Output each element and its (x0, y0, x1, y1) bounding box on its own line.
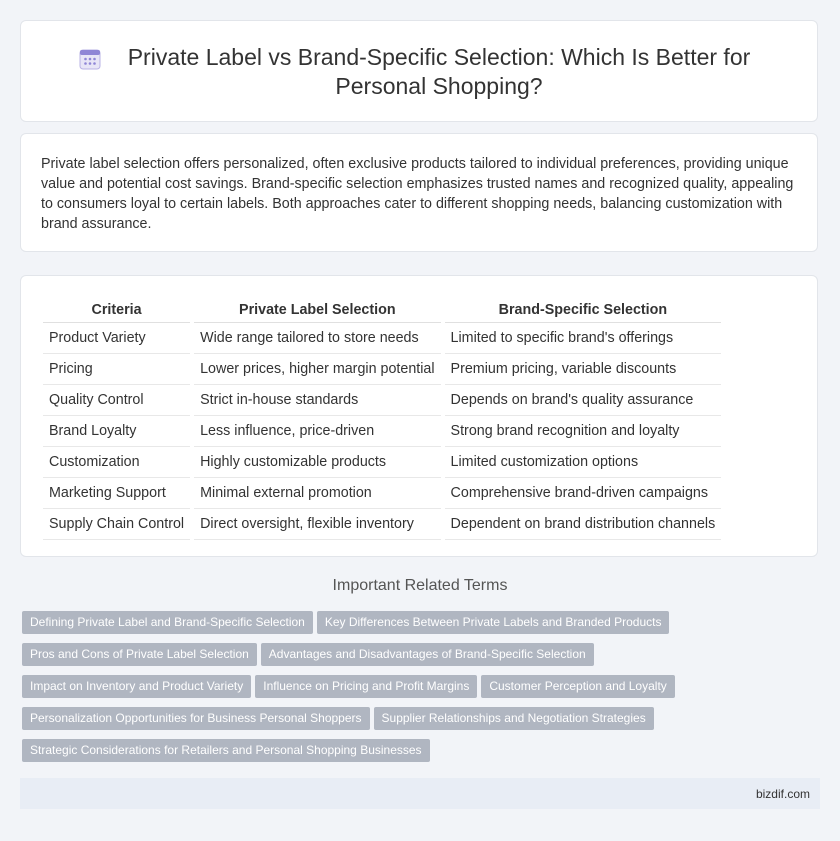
cell-brand-specific: Strong brand recognition and loyalty (445, 416, 722, 447)
cell-criteria: Quality Control (43, 385, 190, 416)
related-term-tag[interactable]: Customer Perception and Loyalty (481, 675, 674, 698)
cell-criteria: Marketing Support (43, 478, 190, 509)
table-row (43, 323, 721, 354)
cell-private-label: Strict in-house standards (194, 385, 440, 416)
related-term-tag[interactable]: Strategic Considerations for Retailers and Personal Shopping Businesses (22, 739, 430, 762)
comparison-card (20, 275, 818, 557)
column-header-private-label: Private Label Selection (194, 296, 440, 323)
cell-criteria: Brand Loyalty (43, 416, 190, 447)
table-row (43, 385, 721, 416)
table-row (43, 478, 721, 509)
page-title: Private Label vs Brand-Specific Selection: Which Is Better for Personal Shopping? (127, 44, 751, 99)
cell-private-label: Direct oversight, flexible inventory (194, 509, 440, 540)
table-row (43, 354, 721, 385)
related-term-tag[interactable]: Influence on Pricing and Profit Margins (255, 675, 477, 698)
related-term-tag[interactable]: Supplier Relationships and Negotiation Strategies (374, 707, 654, 730)
related-term-tag[interactable]: Impact on Inventory and Product Variety (22, 675, 251, 698)
cell-brand-specific: Comprehensive brand-driven campaigns (445, 478, 722, 509)
cell-private-label: Less influence, price-driven (194, 416, 440, 447)
cell-brand-specific: Premium pricing, variable discounts (445, 354, 722, 385)
footer-site: bizdif.com (755, 787, 810, 801)
related-term-tag[interactable]: Personalization Opportunities for Business Personal Shoppers (22, 707, 370, 730)
comparison-table (43, 296, 721, 540)
column-header-brand-specific: Brand-Specific Selection (445, 296, 722, 323)
related-terms-list (22, 611, 812, 771)
table-row (43, 416, 721, 447)
cell-criteria: Supply Chain Control (43, 509, 190, 540)
cell-private-label: Highly customizable products (194, 447, 440, 478)
related-term-tag[interactable]: Advantages and Disadvantages of Brand-Specific Selection (261, 643, 594, 666)
cell-private-label: Wide range tailored to store needs (194, 323, 440, 354)
cell-brand-specific: Limited to specific brand's offerings (445, 323, 722, 354)
cell-private-label: Lower prices, higher margin potential (194, 354, 440, 385)
intro-paragraph: Private label selection offers personalized, often exclusive products tailored to individual preferences, providing unique value and potential cost savings. Brand-specific selection emphasizes trusted names and recognized quality, appealing to consumers loyal to certain labels. Both approaches cater to different shopping needs, balancing customization with brand assurance. (41, 156, 794, 232)
related-term-tag[interactable]: Pros and Cons of Private Label Selection (22, 643, 257, 666)
table-header-row (43, 296, 721, 323)
cell-brand-specific: Dependent on brand distribution channels (445, 509, 722, 540)
cell-criteria: Pricing (43, 354, 190, 385)
cell-criteria: Customization (43, 447, 190, 478)
footer (20, 778, 820, 809)
related-terms-title: Important Related Terms (332, 577, 508, 594)
cell-brand-specific: Limited customization options (445, 447, 722, 478)
title-card (20, 20, 818, 122)
related-term-tag[interactable]: Defining Private Label and Brand-Specific Selection (22, 611, 313, 634)
related-term-tag[interactable]: Key Differences Between Private Labels and Branded Products (317, 611, 670, 634)
table-row (43, 447, 721, 478)
cell-private-label: Minimal external promotion (194, 478, 440, 509)
table-row (43, 509, 721, 540)
intro-card (20, 133, 818, 252)
cell-brand-specific: Depends on brand's quality assurance (445, 385, 722, 416)
column-header-criteria: Criteria (43, 296, 190, 323)
cell-criteria: Product Variety (43, 323, 190, 354)
